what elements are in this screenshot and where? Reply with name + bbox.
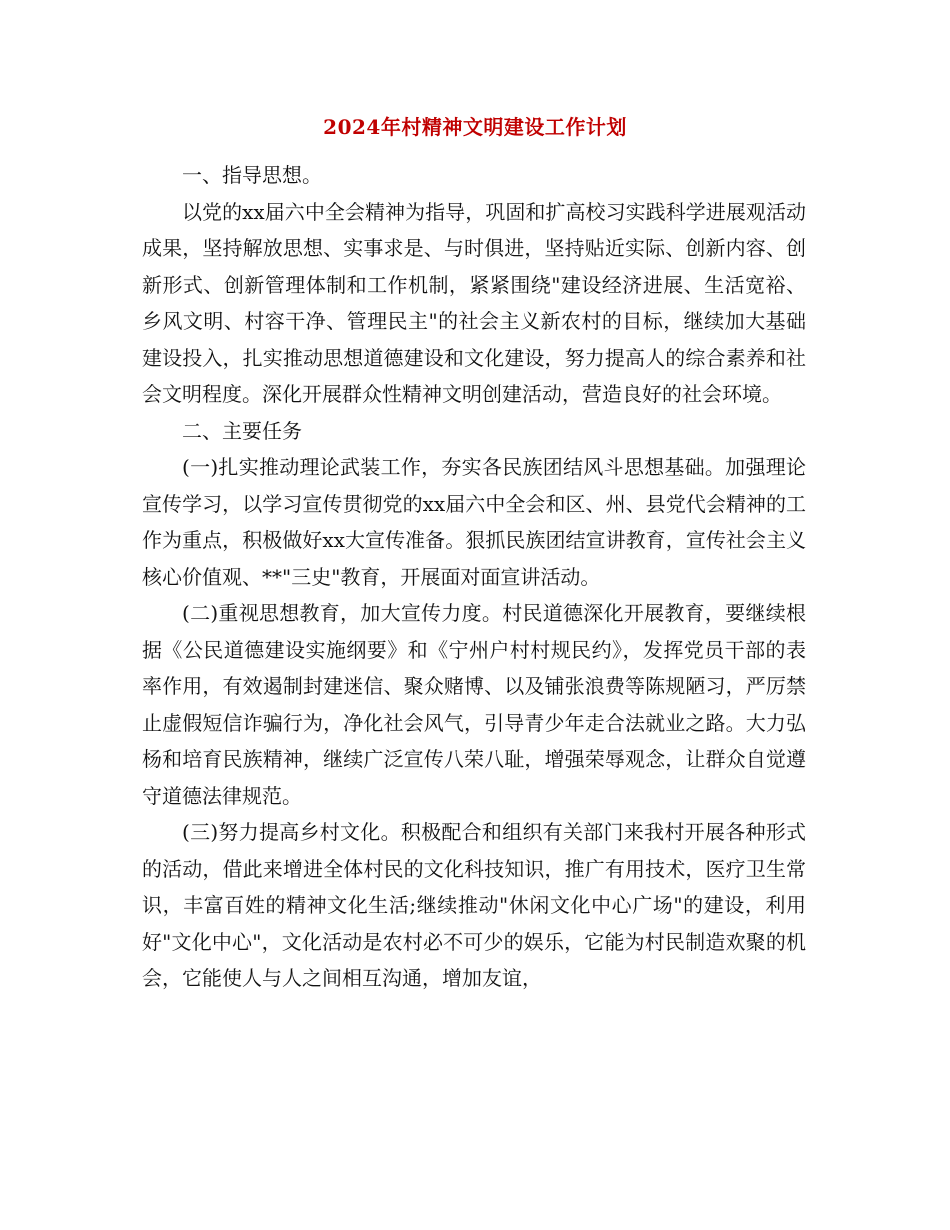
paragraph-task-2: (二)重视思想教育，加大宣传力度。村民道德深化开展教育，要继续根据《公民道德建设实施纲要》和《宁州户村村规民约》，发挥党员干部的表率作用，有效遏制封建迷信、聚众赌博、以及铺张浪费等陈规陋习，严厉禁止虚假短信诈骗行为，净化社会风气，引导青少年走合法就业之路。大力弘杨和培育民族精神，继续广泛宣传八荣八耻，增强荣辱观念，让群众自觉遵守道德法律规范。	[142, 601, 806, 808]
paragraph-task-3: (三)努力提高乡村文化。积极配合和组织有关部门来我村开展各种形式的活动，借此来增进全体村民的文化科技知识，推广有用技术，医疗卫生常识，丰富百姓的精神文化生活;继续推动"休闲文化中心广场"的建设，利用好"文化中心"，文化活动是农村必不可少的娱乐，它能为村民制造欢聚的机会，它能使人与人之间相互沟通，增加友谊，	[142, 820, 806, 990]
document-title: 2024年村精神文明建设工作计划	[323, 115, 627, 139]
document-body	[142, 157, 806, 997]
paragraph-task-1: (一)扎实推动理论武装工作，夯实各民族团结风斗思想基础。加强理论宣传学习，以学习宣传贯彻党的xx届六中全会和区、州、县党代会精神的工作为重点，积极做好xx大宣传准备。狠抓民族团结宣讲教育，宣传社会主义核心价值观、**"三史"教育，开展面对面宣讲活动。	[142, 455, 806, 589]
paragraph-guiding-ideology: 以党的xx届六中全会精神为指导，巩固和扩高校习实践科学进展观活动成果，坚持解放思想、实事求是、与时俱进，坚持贴近实际、创新内容、创新形式、创新管理体制和工作机制，紧紧围绕"建设经济进展、生活宽裕、乡风文明、村容干净、管理民主"的社会主义新农村的目标，继续加大基础建设投入，扎实推动思想道德建设和文化建设，努力提高人的综合素养和社会文明程度。深化开展群众性精神文明创建活动，营造良好的社会环境。	[142, 199, 806, 406]
heading-main-tasks: 二、主要任务	[182, 418, 302, 443]
heading-guiding-ideology: 一、指导思想。	[182, 163, 322, 187]
